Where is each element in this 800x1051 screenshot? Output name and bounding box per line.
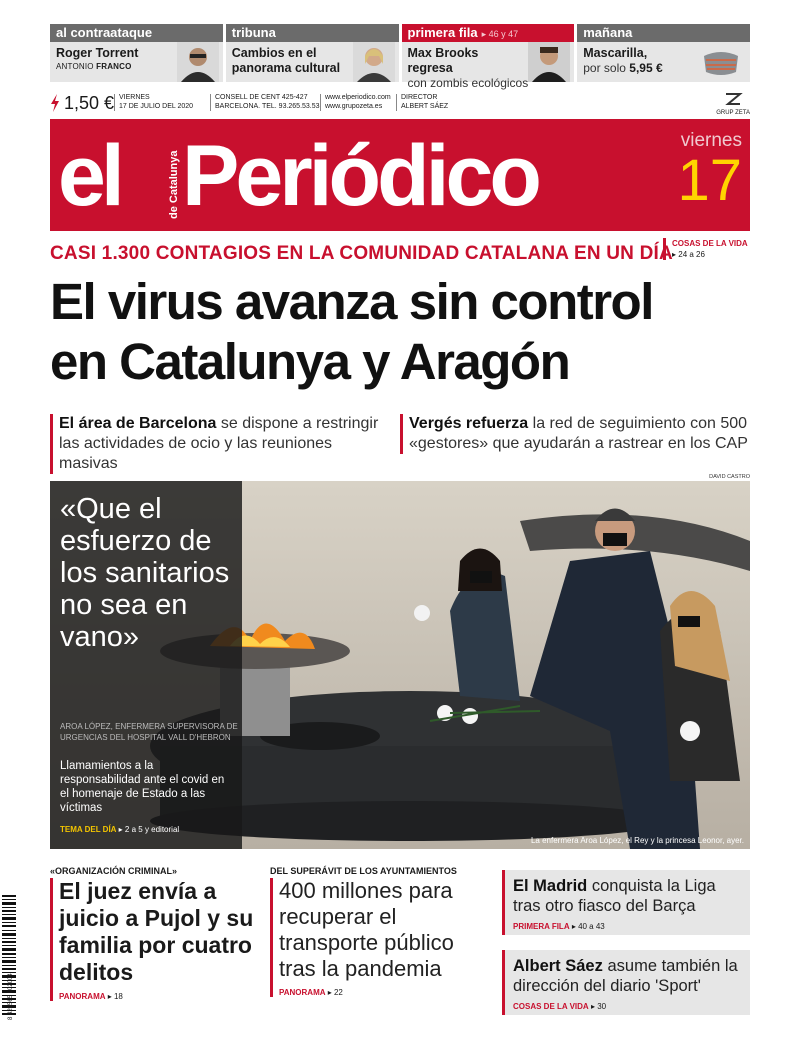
author-photo-icon bbox=[528, 42, 570, 82]
lead-kicker: CASI 1.300 CONTAGIOS EN LA COMUNIDAD CATALANA EN UN DÍA bbox=[50, 243, 673, 264]
promo-title: Mascarilla, bbox=[583, 46, 648, 60]
promo-title: Roger Torrent bbox=[56, 46, 139, 60]
story-label: DEL SUPERÁVIT DE LOS AYUNTAMIENTOS bbox=[270, 866, 457, 876]
promo-pages: ▸ 46 y 47 bbox=[481, 29, 519, 39]
story-ref: PANORAMA ▸ 18 bbox=[59, 992, 123, 1001]
story-pujol[interactable] bbox=[50, 866, 260, 1001]
masthead-logo[interactable] bbox=[50, 119, 750, 231]
story-label: «ORGANIZACIÓN CRIMINAL» bbox=[50, 866, 178, 876]
story-400-millones[interactable] bbox=[270, 866, 495, 997]
story-headline: 400 millones para recuperar el transporte público tras la pandemia bbox=[279, 878, 454, 981]
date-info: VIERNES 17 DE JULIO DEL 2020 bbox=[114, 94, 193, 111]
author-photo-icon bbox=[353, 42, 395, 82]
section-ref[interactable]: COSAS DE LA VIDA ▸ 24 a 26 bbox=[663, 238, 748, 260]
author-photo-icon bbox=[177, 42, 219, 82]
story-ref: PANORAMA ▸ 22 bbox=[279, 988, 343, 997]
photo-caption: La enfermera Aroa López, el Rey y la princesa Leonor, ayer. bbox=[530, 836, 744, 845]
logo-periodico: Periódico bbox=[182, 128, 538, 224]
story-albert-saez[interactable] bbox=[502, 950, 750, 1015]
day-number: 17 bbox=[677, 148, 742, 213]
lead-subhead-1: El área de Barcelona se dispone a restringir las actividades de ocio y las reuniones masivas bbox=[50, 414, 395, 474]
story-headline: El Madrid conquista la Liga tras otro fiasco del Barça bbox=[513, 877, 716, 915]
logo-de-catalunya: de Catalunya bbox=[168, 150, 180, 219]
promo-al-contraataque[interactable] bbox=[50, 24, 223, 82]
photo-credit: DAVID CASTRO bbox=[709, 474, 750, 480]
promo-manana[interactable] bbox=[577, 24, 750, 82]
promo-tag: al contraataque bbox=[50, 24, 223, 42]
lead-subhead-2: Vergés refuerza la red de seguimiento con 500 «gestores» que ayudarán a rastrear en los CAP bbox=[400, 414, 760, 454]
address-info: CONSELL DE CENT 425-427 BARCELONA. TEL. 93.265.53.53 bbox=[210, 94, 320, 111]
barcode-number: 8 420565 002004 bbox=[8, 973, 14, 1020]
lead-headline[interactable]: El virus avanza sin control en Catalunya y Aragón bbox=[50, 273, 653, 390]
grup-zeta-logo: GRUP ZETA bbox=[716, 93, 750, 117]
promo-sub: por solo 5,95 € bbox=[583, 61, 663, 75]
lead-photo[interactable] bbox=[50, 481, 750, 849]
promo-primera-fila[interactable] bbox=[402, 24, 575, 90]
quote-source: AROA LÓPEZ, ENFERMERA SUPERVISORA DE URGENCIAS DEL HOSPITAL VALL D'HEBRON bbox=[60, 722, 238, 742]
story-headline: Albert Sáez asume también la dirección del diario 'Sport' bbox=[513, 957, 738, 995]
quote-panel bbox=[50, 481, 242, 849]
day-name: viernes bbox=[680, 130, 742, 151]
promo-title: Max Brooks regresa bbox=[407, 46, 479, 75]
promo-author: ANTONIO FRANCO bbox=[56, 62, 132, 71]
pull-quote: «Que el esfuerzo de los sanitarios no sea en vano» bbox=[60, 493, 230, 653]
story-ref: PRIMERA FILA ▸ 40 a 43 bbox=[513, 922, 605, 931]
zeta-icon bbox=[724, 93, 742, 105]
lightning-icon bbox=[50, 94, 60, 112]
story-headline: El juez envía a juicio a Pujol y su familia por cuatro delitos bbox=[59, 878, 254, 985]
promo-sub: con zombis ecológicos bbox=[407, 76, 529, 90]
promo-tribuna[interactable] bbox=[226, 24, 399, 82]
promo-tag: primera fila ▸ 46 y 47 bbox=[402, 24, 575, 42]
promo-tag: mañana bbox=[577, 24, 750, 42]
story-madrid-liga[interactable] bbox=[502, 870, 750, 935]
promo-strip bbox=[50, 24, 750, 90]
web-info[interactable]: www.elperiodico.com www.grupozeta.es bbox=[320, 94, 391, 111]
masthead-info bbox=[50, 93, 750, 117]
promo-title: Cambios en el panorama cultural bbox=[231, 46, 341, 75]
logo-el: el bbox=[58, 128, 120, 224]
mask-icon bbox=[696, 42, 746, 82]
tema-del-dia-ref[interactable]: TEMA DEL DÍA ▸ 2 a 5 y editorial bbox=[60, 825, 180, 834]
story-ref: COSAS DE LA VIDA ▸ 30 bbox=[513, 1002, 607, 1011]
masthead-date bbox=[677, 131, 742, 211]
price: 1,50 € bbox=[50, 93, 114, 113]
director-info: DIRECTOR ALBERT SÁEZ bbox=[396, 94, 448, 111]
promo-tag: tribuna bbox=[226, 24, 399, 42]
photo-description: Llamamientos a la responsabilidad ante el covid en el homenaje de Estado a las víctimas bbox=[60, 760, 225, 814]
